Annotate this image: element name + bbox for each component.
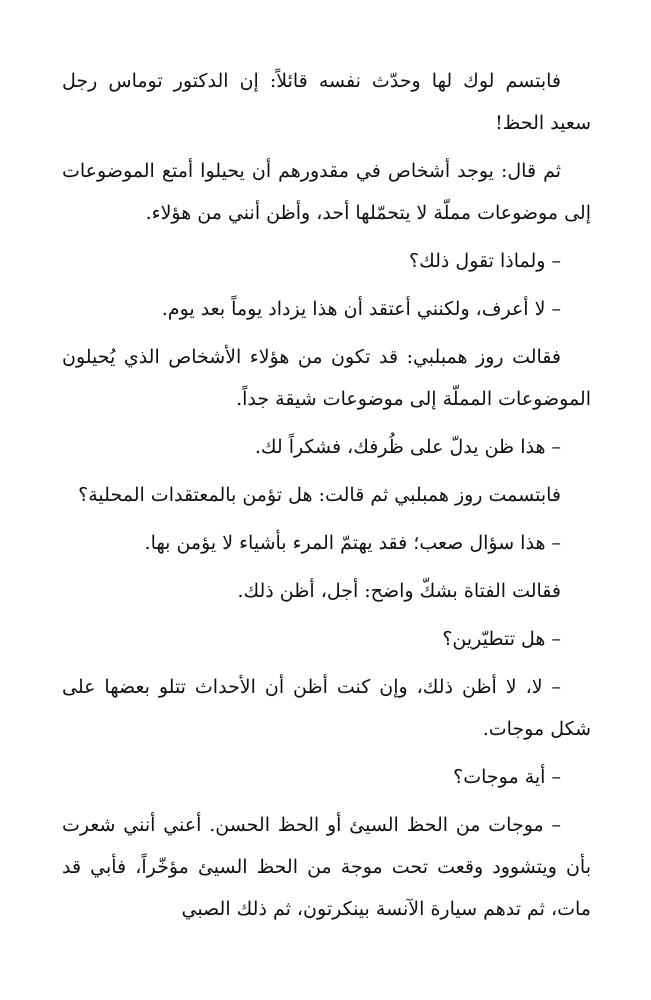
paragraph: فابتسم لوك لها وحدّث نفسه قائلاً: إن الدكتور توماس رجل سعيد الحظ! — [62, 70, 591, 134]
book-page — [62, 60, 591, 936]
paragraph: فابتسمت روز همبلبي ثم قالت: هل تؤمن بالمعتقدات المحلية؟ — [78, 484, 561, 506]
dialogue-line: – هل تتطيّرين؟ — [442, 628, 561, 650]
dialogue-line: – لا، لا أظن ذلك، وإن كنت أظن أن الأحداث تتلو بعضها على شكل موجات. — [62, 676, 591, 740]
paragraph: ثم قال: يوجد أشخاص في مقدورهم أن يحيلوا أمتع الموضوعات إلى موضوعات مملّة لا يتحمّلها أحد، وأظن أنني من هؤلاء. — [62, 160, 591, 224]
dialogue-line: – لا أعرف، ولكنني أعتقد أن هذا يزداد يوماً بعد يوم. — [161, 298, 561, 320]
dialogue-line: – هذا سؤال صعب؛ فقد يهتمّ المرء بأشياء لا يؤمن بها. — [144, 532, 561, 554]
paragraph: فقالت الفتاة بشكّ واضح: أجل، أظن ذلك. — [237, 580, 561, 602]
dialogue-line: – ولماذا تقول ذلك؟ — [409, 250, 561, 272]
dialogue-line: – هذا ظن يدلّ على ظُرفك، فشكراً لك. — [254, 436, 561, 458]
dialogue-line: – أية موجات؟ — [453, 766, 561, 788]
paragraph: فقالت روز همبلبي: قد تكون من هؤلاء الأشخاص الذي يُحيلون الموضوعات المملّة إلى موضوعات شيقة جداً. — [62, 346, 591, 410]
dialogue-line: – موجات من الحظ السيئ أو الحظ الحسن. أعني أنني شعرت بأن ويتشوود وقعت تحت موجة من الحظ السيئ مؤخّراً، فأبي قد مات، ثم تدهم سيارة الآنسة بينكرتون، ثم ذلك الصبي — [62, 814, 591, 920]
